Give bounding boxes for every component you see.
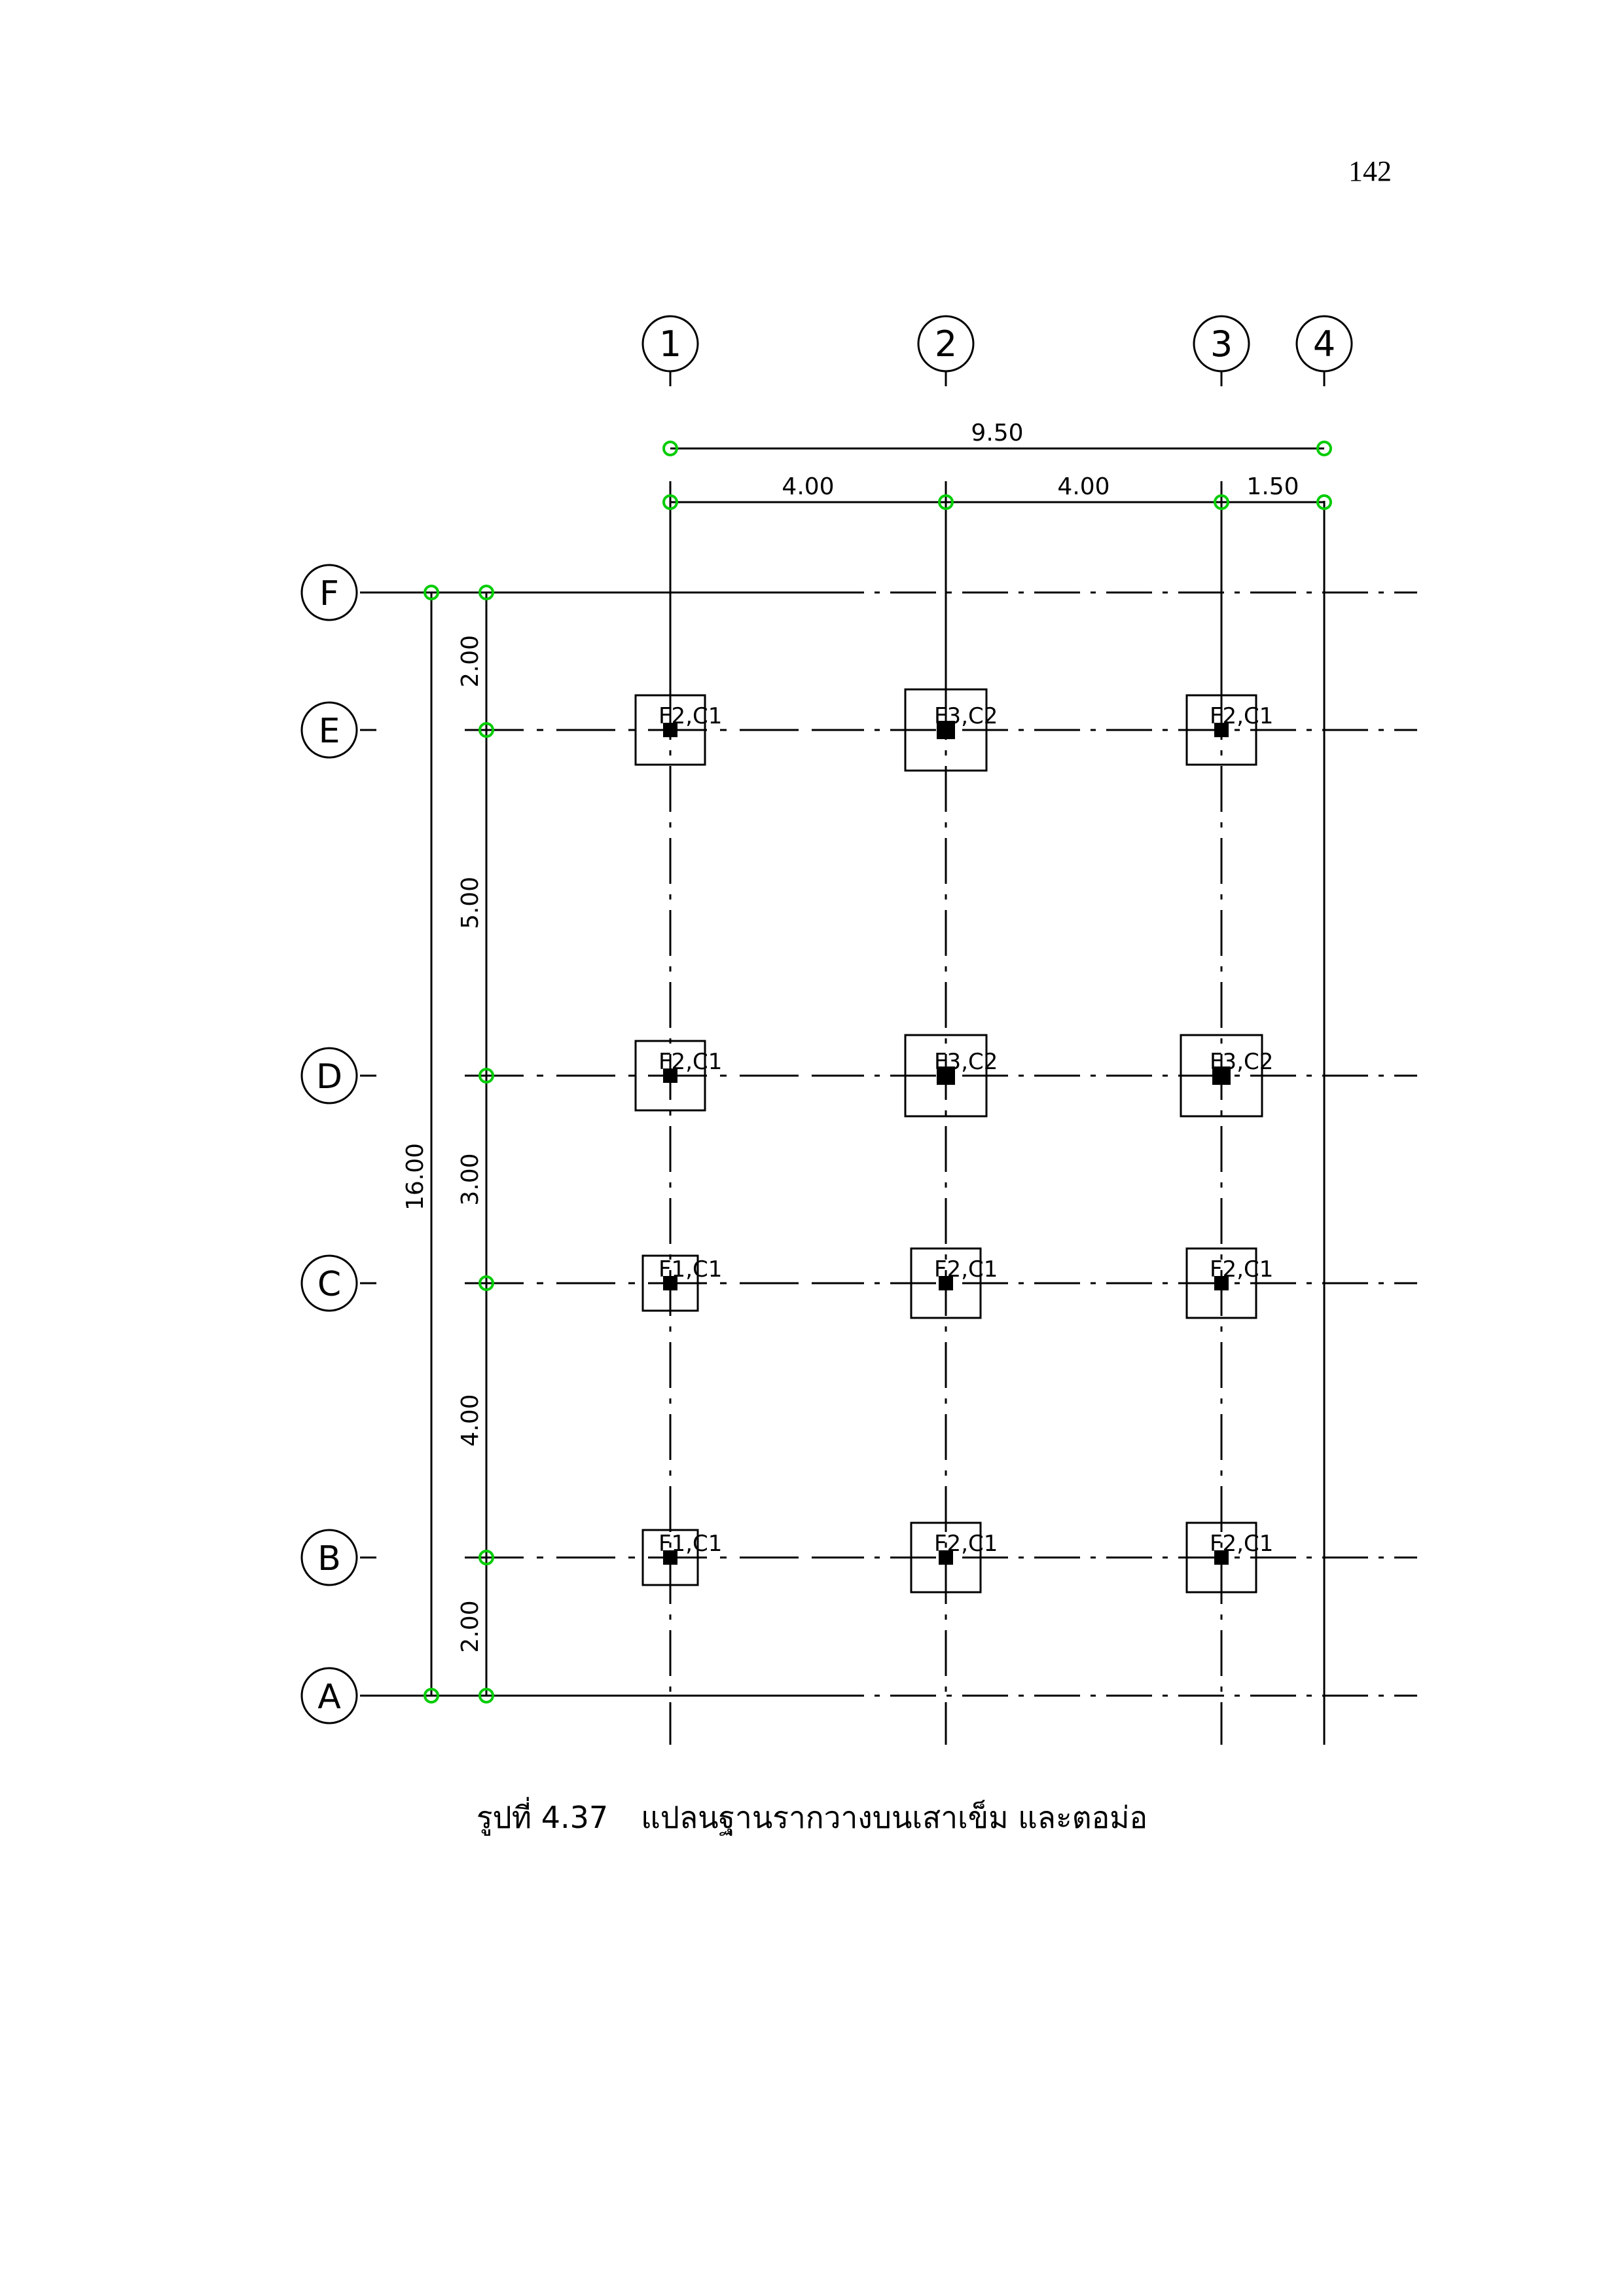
footing-label-E3: F2,C1 bbox=[1210, 703, 1274, 729]
dim-label-vertical-4: 4.00 bbox=[457, 1394, 484, 1447]
footing-label-B3: F2,C1 bbox=[1210, 1531, 1274, 1557]
footing-label-D3: F3,C2 bbox=[1210, 1049, 1274, 1075]
grid-bubble-label-row-D: D bbox=[316, 1057, 343, 1097]
grid-bubbles bbox=[302, 316, 1352, 1723]
dim-label-vertical-1: 2.00 bbox=[457, 634, 484, 688]
grid-bubble-label-col-1: 1 bbox=[659, 323, 682, 365]
grid-bubble-label-col-4: 4 bbox=[1312, 323, 1336, 365]
footing-label-E2: F3,C2 bbox=[934, 703, 998, 729]
figure-title: แปลนฐานรากวางบนเสาเข็ม และตอม่อ bbox=[641, 1800, 1148, 1835]
figure-caption bbox=[0, 1794, 1624, 1842]
dim-label-vertical-2: 5.00 bbox=[457, 876, 484, 930]
dimension-markers bbox=[425, 442, 1331, 1702]
dim-label-vertical-5: 2.00 bbox=[457, 1600, 484, 1653]
dimension-lines bbox=[402, 420, 1324, 1696]
page-number: 142 bbox=[1348, 155, 1392, 187]
grid-bubble-label-row-C: C bbox=[317, 1265, 342, 1304]
figure-label: รูปที่ 4.37 bbox=[476, 1800, 609, 1835]
grid-bubble-label-row-E: E bbox=[318, 712, 340, 751]
footing-label-C3: F2,C1 bbox=[1210, 1256, 1274, 1283]
grid-bubble-label-row-F: F bbox=[319, 574, 339, 613]
dim-label-overall-vertical: 16.00 bbox=[402, 1142, 429, 1211]
footing-label-B1: F1,C1 bbox=[659, 1531, 723, 1557]
footing-label-E1: F2,C1 bbox=[659, 703, 723, 729]
dim-label-horizontal-1: 4.00 bbox=[782, 473, 835, 500]
footings bbox=[636, 689, 1273, 1592]
grid-bubble-label-col-3: 3 bbox=[1210, 323, 1233, 365]
grid-bubble-label-row-B: B bbox=[317, 1539, 341, 1578]
dim-label-horizontal-3: 1.50 bbox=[1246, 473, 1299, 500]
footing-label-D2: F3,C2 bbox=[934, 1049, 998, 1075]
dim-label-overall-horizontal: 9.50 bbox=[971, 420, 1024, 446]
dim-label-vertical-3: 3.00 bbox=[457, 1153, 484, 1206]
grid-bubble-label-row-A: A bbox=[317, 1677, 341, 1717]
dim-label-horizontal-2: 4.00 bbox=[1057, 473, 1110, 500]
footing-label-D1: F2,C1 bbox=[659, 1049, 723, 1075]
footing-label-C2: F2,C1 bbox=[934, 1256, 998, 1283]
footing-label-C1: F1,C1 bbox=[659, 1256, 723, 1283]
footing-label-B2: F2,C1 bbox=[934, 1531, 998, 1557]
grid-bubble-label-col-2: 2 bbox=[934, 323, 958, 365]
